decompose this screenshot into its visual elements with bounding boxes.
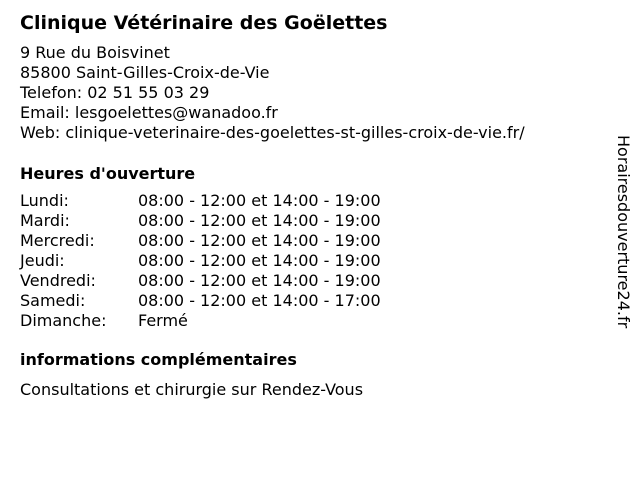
day-label: Samedi: — [20, 291, 86, 310]
day-label: Vendredi: — [20, 271, 96, 290]
business-name: Clinique Vétérinaire des Goëlettes — [20, 12, 388, 34]
brand-watermark: Horairesdouverture24.fr — [614, 135, 633, 329]
address-street: 9 Rue du Boisvinet — [20, 43, 170, 62]
day-hours: 08:00 - 12:00 et 14:00 - 19:00 — [138, 191, 381, 210]
address-city: 85800 Saint-Gilles-Croix-de-Vie — [20, 63, 270, 82]
additional-info-heading: informations complémentaires — [20, 350, 297, 369]
hours-row — [20, 211, 381, 231]
hours-row — [20, 191, 381, 211]
hours-row — [20, 251, 381, 271]
day-label: Mercredi: — [20, 231, 95, 250]
hours-row — [20, 291, 381, 311]
additional-info-text: Consultations et chirurgie sur Rendez-Vous — [20, 380, 364, 399]
day-hours: 08:00 - 12:00 et 14:00 - 17:00 — [138, 291, 381, 310]
opening-hours-heading: Heures d'ouverture — [20, 164, 196, 183]
day-hours: 08:00 - 12:00 et 14:00 - 19:00 — [138, 271, 381, 290]
day-label: Jeudi: — [20, 251, 65, 270]
day-hours: 08:00 - 12:00 et 14:00 - 19:00 — [138, 251, 381, 270]
day-label: Dimanche: — [20, 311, 107, 330]
phone-line: Telefon: 02 51 55 03 29 — [20, 83, 210, 102]
day-hours: Fermé — [138, 311, 188, 330]
hours-row — [20, 231, 381, 251]
hours-row — [20, 311, 381, 331]
day-label: Mardi: — [20, 211, 70, 230]
hours-row — [20, 271, 381, 291]
email-line: Email: lesgoelettes@wanadoo.fr — [20, 103, 278, 122]
website-line: Web: clinique-veterinaire-des-goelettes-st-gilles-croix-de-vie.fr/ — [20, 123, 525, 142]
opening-hours-table — [20, 191, 381, 331]
business-card — [20, 12, 610, 400]
day-hours: 08:00 - 12:00 et 14:00 - 19:00 — [138, 211, 381, 230]
day-hours: 08:00 - 12:00 et 14:00 - 19:00 — [138, 231, 381, 250]
day-label: Lundi: — [20, 191, 69, 210]
